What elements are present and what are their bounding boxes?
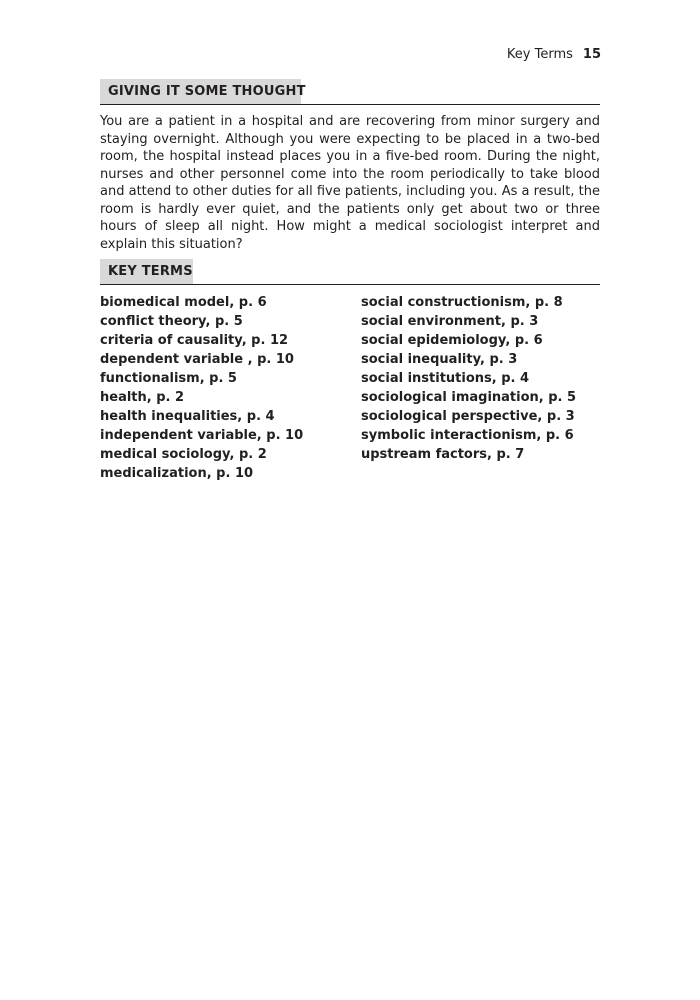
key-term: health inequalities, p. 4 <box>100 409 275 424</box>
key-term: criteria of causality, p. 12 <box>100 333 289 348</box>
running-head-section: Key Terms <box>506 47 573 62</box>
key-term: functionalism, p. 5 <box>100 371 237 386</box>
key-term: upstream factors, p. 7 <box>361 447 525 462</box>
key-terms-right-column <box>361 293 576 464</box>
giving-thought-heading: GIVING IT SOME THOUGHT <box>100 79 301 104</box>
giving-thought-header <box>100 79 600 105</box>
key-term: biomedical model, p. 6 <box>100 295 267 310</box>
key-term: social environment, p. 3 <box>361 314 539 329</box>
key-term: symbolic interactionism, p. 6 <box>361 428 574 443</box>
key-terms-heading: KEY TERMS <box>100 259 193 284</box>
giving-thought-body: You are a patient in a hospital and are recovering from minor surgery and staying overnight. Although you were expecting to be placed in a two-bed room, the hospital instead places you in a five-bed room. During the night, nurses and other personnel come into the room periodically to take blood and attend to other duties for all five patients, including you. As a result, the room is hardly ever quiet, and the patients only get about two or three hours of sleep all night. How might a medical sociologist interpret and explain this situation? <box>100 114 600 252</box>
key-term: health, p. 2 <box>100 390 185 405</box>
key-term: conflict theory, p. 5 <box>100 314 243 329</box>
key-term: social constructionism, p. 8 <box>361 295 563 310</box>
key-terms-header <box>100 259 600 285</box>
running-head <box>507 46 601 64</box>
key-term: sociological imagination, p. 5 <box>361 390 577 405</box>
key-term: social epidemiology, p. 6 <box>361 333 543 348</box>
key-term: medical sociology, p. 2 <box>100 447 267 462</box>
key-term: dependent variable , p. 10 <box>100 352 294 367</box>
key-term: sociological perspective, p. 3 <box>361 409 575 424</box>
key-term: medicalization, p. 10 <box>100 466 254 481</box>
key-term: social institutions, p. 4 <box>361 371 530 386</box>
key-terms-left-column <box>100 293 303 483</box>
key-term: social inequality, p. 3 <box>361 352 518 367</box>
page-number: 15 <box>582 47 601 62</box>
key-term: independent variable, p. 10 <box>100 428 304 443</box>
